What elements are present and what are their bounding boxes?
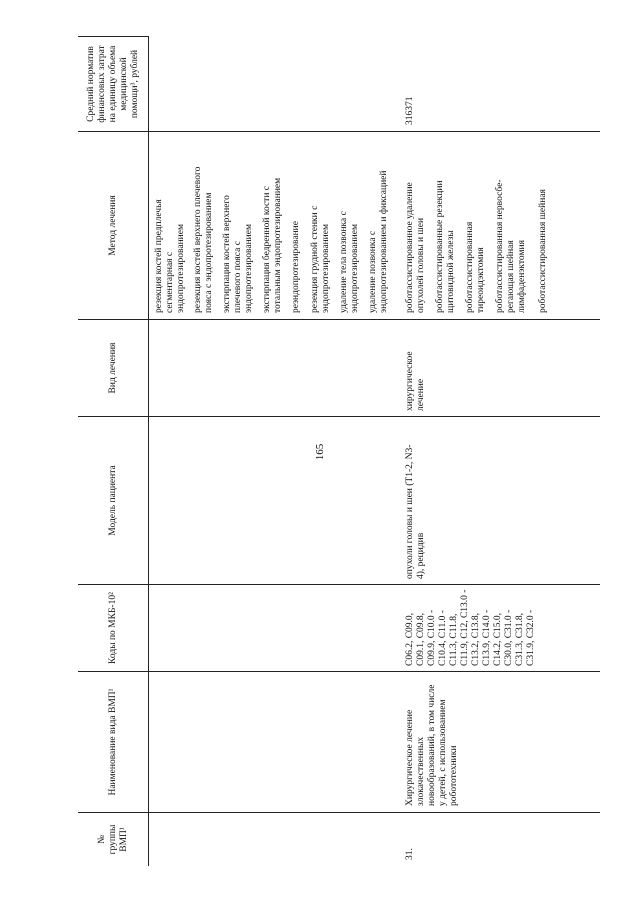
row31-avg-cost: 316371 xyxy=(405,96,415,125)
prev-method-item: резекция грудной стенки с эндопротезированием xyxy=(310,205,331,313)
header-treatment-type: Вид лечения xyxy=(78,319,148,416)
column-avg-cost xyxy=(148,36,600,131)
header-patient-model: Модель пациента xyxy=(78,416,148,584)
prev-method-item: экстирпация бедренной кости с тотальным эндопротезированием xyxy=(262,177,283,313)
prev-method-item: резекция костей предплечья сегментарная с эндопротезированием xyxy=(154,199,186,313)
prev-method-item: удаление позвонка с эндопротезированием и фиксацией xyxy=(368,170,389,313)
header-treatment-method: Метод лечения xyxy=(78,131,148,319)
header-group-no: № группы ВМП¹ xyxy=(78,812,148,866)
prev-method-item: резекция костей верхнего плечевого пояса с эндопротезированием xyxy=(193,166,214,313)
page-number: 165 xyxy=(314,443,326,461)
row31-patient-model: опухоли головы и шеи (T1-2, N3- 4), рецидив xyxy=(405,444,426,579)
prev-method-item: экстирпация костей верхнего плечевого пояса с эндопротезированием xyxy=(222,195,254,313)
row31-method-item: роботассистированное удаление опухолей головы и шеи xyxy=(405,182,426,313)
table-header xyxy=(78,36,149,866)
row31-method-item: роботассистированные резекции щитовидной железы xyxy=(435,180,456,313)
header-icd-codes: Коды по МКБ-10² xyxy=(78,584,148,671)
column-vmp-name xyxy=(148,671,600,812)
row31-method-item: роботассистированная шейная xyxy=(538,189,548,313)
row31-vmp-name: Хирургическое лечение злокачественных новообразований, в том числе у детей, с использованием робототехники xyxy=(405,684,459,806)
row31-group-no: 31. xyxy=(405,848,415,860)
row31-method-item: роботассистированная тиреоидэктомия xyxy=(465,221,486,313)
header-vmp-name: Наименование вида ВМП¹ xyxy=(78,671,148,812)
prev-method-item: реэндопротезирование xyxy=(291,221,301,313)
header-avg-cost: Средний норматив финансовых затрат на единицу объема медицинской помощи³, рублей xyxy=(78,36,148,131)
row31-treatment-type: хирургическое лечение xyxy=(405,351,426,411)
rotated-table xyxy=(78,36,600,866)
column-patient-model xyxy=(148,416,600,584)
row31-icd-codes: C06.2, C09.0, C09.1, C09.8, C09.9, C10.0 - C10.4, C11.0 - C11.3, C11.8, C11.9, C12, C13.0 - C13.2, C13.8, C13.9, C14.0 - C14.2, C15.0, C30.0, C31.0 - C31.3, C31.8, C31.9, C32.0 - xyxy=(405,589,536,666)
prev-method-item: удаление тела позвонка с эндопротезированием xyxy=(339,211,360,313)
table-body xyxy=(148,36,600,866)
row31-method-item: роботассистированная нервосбе- регающая шейная лимфаденэктомия xyxy=(495,179,527,313)
column-treatment-type xyxy=(148,319,600,416)
column-group-no xyxy=(148,812,600,866)
